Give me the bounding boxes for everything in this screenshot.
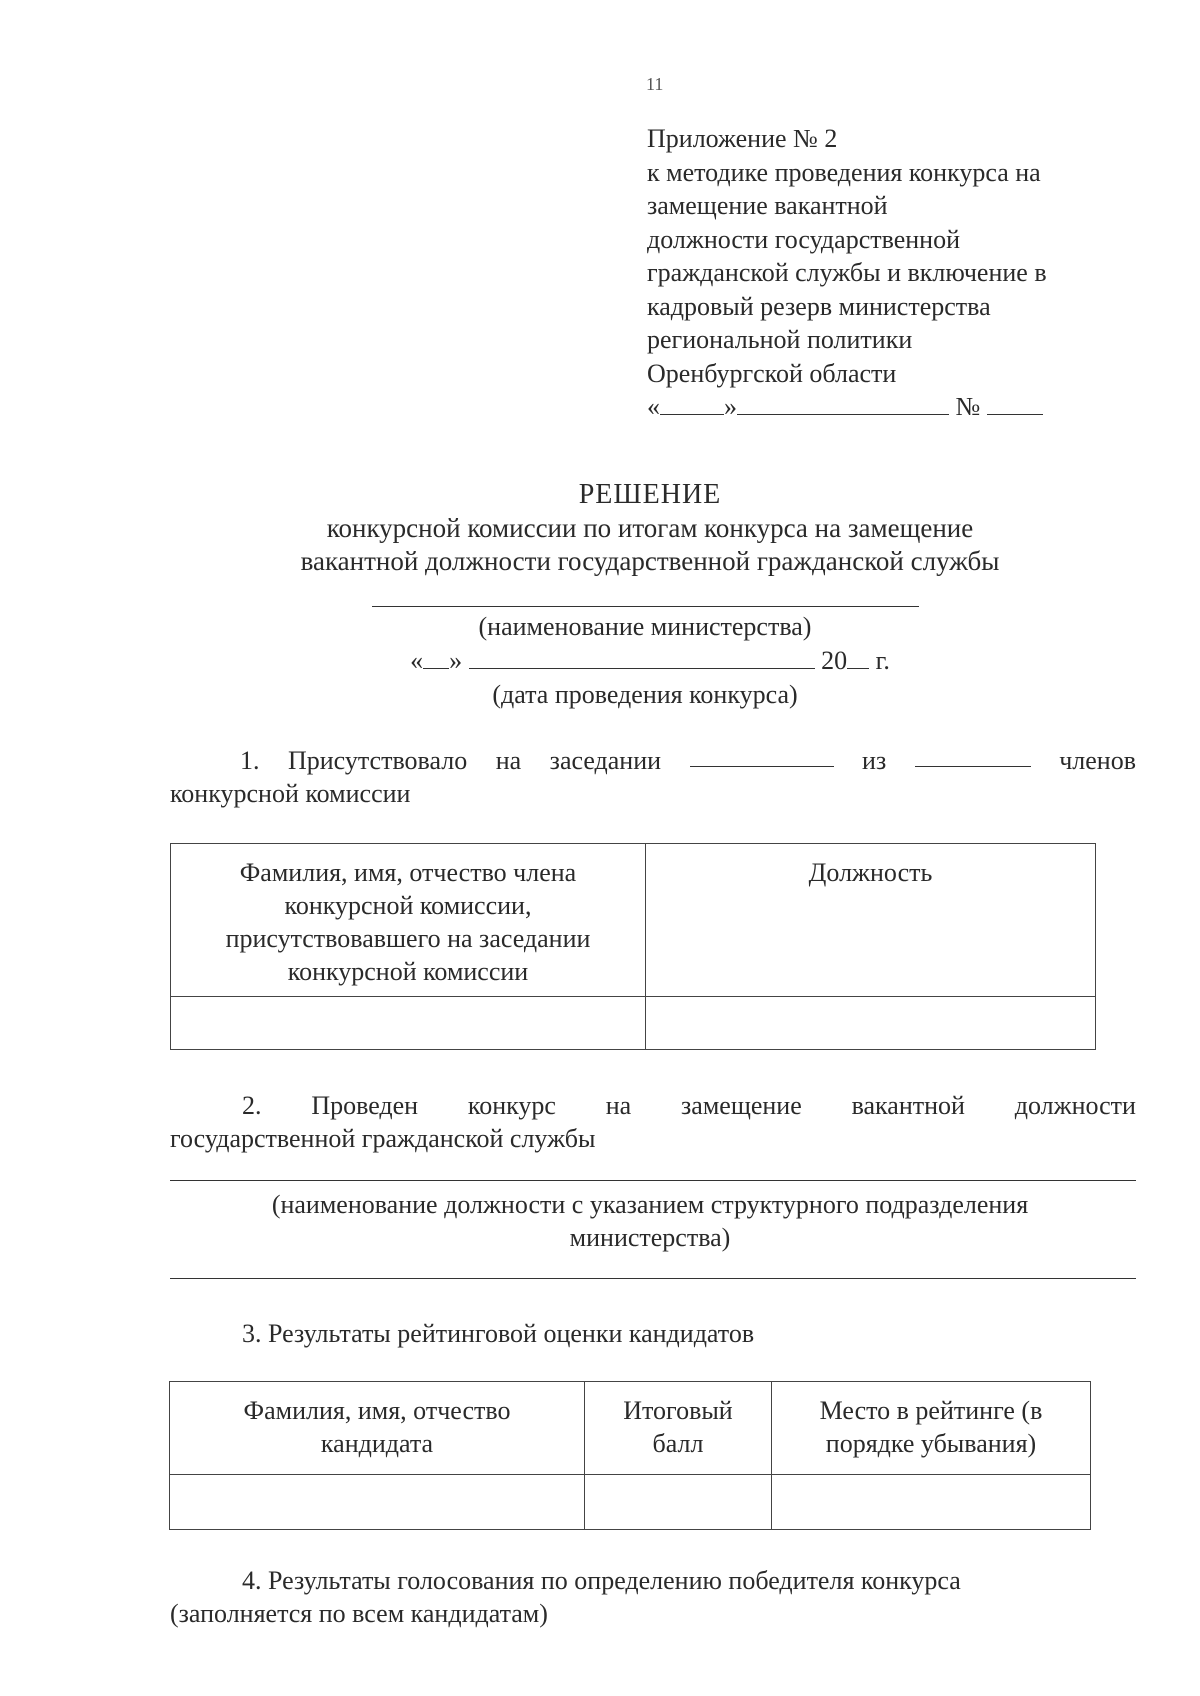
header-final-score: Итоговый балл — [585, 1382, 772, 1475]
subtitle-line: вакантной должности государственной гражданской службы — [300, 546, 1000, 576]
section-word: на — [605, 1091, 632, 1120]
year-blank[interactable] — [847, 646, 869, 669]
section-word: заседании — [549, 746, 662, 775]
document-number-blank[interactable] — [987, 392, 1043, 415]
appendix-line: должности государственной — [647, 224, 961, 254]
section-word: должности — [1014, 1091, 1136, 1120]
section-word: Присутствовало — [287, 746, 468, 775]
section-word: на — [495, 746, 522, 775]
header-candidate-name: Фамилия, имя, отчество кандидата — [170, 1382, 585, 1475]
table-row — [171, 997, 1096, 1050]
date-close-quote: » — [449, 646, 463, 675]
section-2-line-1 — [170, 1089, 1136, 1122]
appendix-line: Оренбургской области — [647, 358, 897, 388]
appendix-line: замещение вакантной — [647, 191, 888, 220]
ministry-caption: (наименование министерства) — [478, 612, 812, 641]
position-name-blank-2[interactable] — [170, 1278, 1136, 1279]
position-caption: (наименование должности с указанием структурного подразделения министерства) — [271, 1190, 1029, 1252]
member-position-cell[interactable] — [646, 997, 1096, 1050]
rating-place-cell[interactable] — [772, 1475, 1091, 1530]
section-2-line-2: государственной гражданской службы — [170, 1124, 596, 1153]
header-member-name: Фамилия, имя, отчество члена конкурсной комиссии, присутствовавшего на заседании конкурсной комиссии — [171, 844, 646, 997]
section-1-line-2: конкурсной комиссии — [170, 779, 411, 808]
section-1-line-1 — [170, 744, 1136, 777]
document-title: РЕШЕНИЕ — [578, 479, 722, 510]
day-blank[interactable] — [660, 392, 724, 415]
section-word: Проведен — [311, 1091, 419, 1120]
candidate-rating-table — [169, 1381, 1091, 1530]
section-number: 1. — [240, 746, 260, 775]
section-1 — [170, 744, 1136, 810]
section-word: членов — [1059, 746, 1136, 775]
section-4 — [170, 1564, 1136, 1630]
table-header-row — [170, 1382, 1091, 1475]
header-position: Должность — [646, 844, 1096, 997]
year-prefix: 20 — [821, 646, 848, 675]
appendix-line: к методике проведения конкурса на — [647, 157, 1041, 187]
appendix-line: Приложение № 2 — [647, 124, 838, 153]
appendix-line: гражданской службы и включение в — [647, 258, 1047, 287]
date-close-quote: » — [724, 392, 737, 421]
total-count-blank[interactable] — [915, 744, 1031, 767]
section-word: замещение — [681, 1091, 802, 1120]
date-open-quote: « — [647, 392, 660, 421]
year-suffix: г. — [875, 646, 890, 675]
page-number: 11 — [646, 74, 664, 94]
month-year-blank[interactable] — [737, 392, 949, 415]
appendix-line: региональной политики — [647, 325, 913, 354]
section-4-line-2: (заполняется по всем кандидатам) — [170, 1599, 548, 1628]
section-word: конкурс — [467, 1091, 556, 1120]
date-row — [300, 646, 1000, 676]
date-open-quote: « — [410, 646, 424, 675]
document-subtitle — [170, 512, 1130, 578]
section-word: вакантной — [851, 1091, 965, 1120]
section-3: 3. Результаты рейтинговой оценки кандидатов — [242, 1319, 755, 1348]
position-name-blank[interactable] — [170, 1180, 1136, 1181]
final-score-cell[interactable] — [585, 1475, 772, 1530]
member-name-cell[interactable] — [171, 997, 646, 1050]
table-header-row — [171, 844, 1096, 997]
subtitle-line: конкурсной комиссии по итогам конкурса на замещение — [326, 513, 974, 543]
appendix-date-number-line — [647, 390, 1127, 424]
appendix-block — [647, 122, 1127, 424]
day-blank[interactable] — [423, 646, 449, 669]
section-2 — [170, 1089, 1136, 1155]
section-4-line-1: 4. Результаты голосования по определению победителя конкурса — [242, 1566, 961, 1595]
header-rating-place: Место в рейтинге (в порядке убывания) — [772, 1382, 1091, 1475]
candidate-name-cell[interactable] — [170, 1475, 585, 1530]
appendix-line: кадровый резерв министерства — [647, 291, 991, 321]
number-sign: № — [955, 392, 981, 421]
month-blank[interactable] — [469, 646, 815, 669]
present-count-blank[interactable] — [690, 744, 834, 767]
section-number: 2. — [242, 1091, 262, 1120]
ministry-name-blank[interactable] — [372, 606, 919, 607]
table-row — [170, 1475, 1091, 1530]
section-word: из — [862, 746, 887, 775]
date-caption: (дата проведения конкурса) — [492, 680, 798, 709]
commission-members-table — [170, 843, 1096, 1050]
